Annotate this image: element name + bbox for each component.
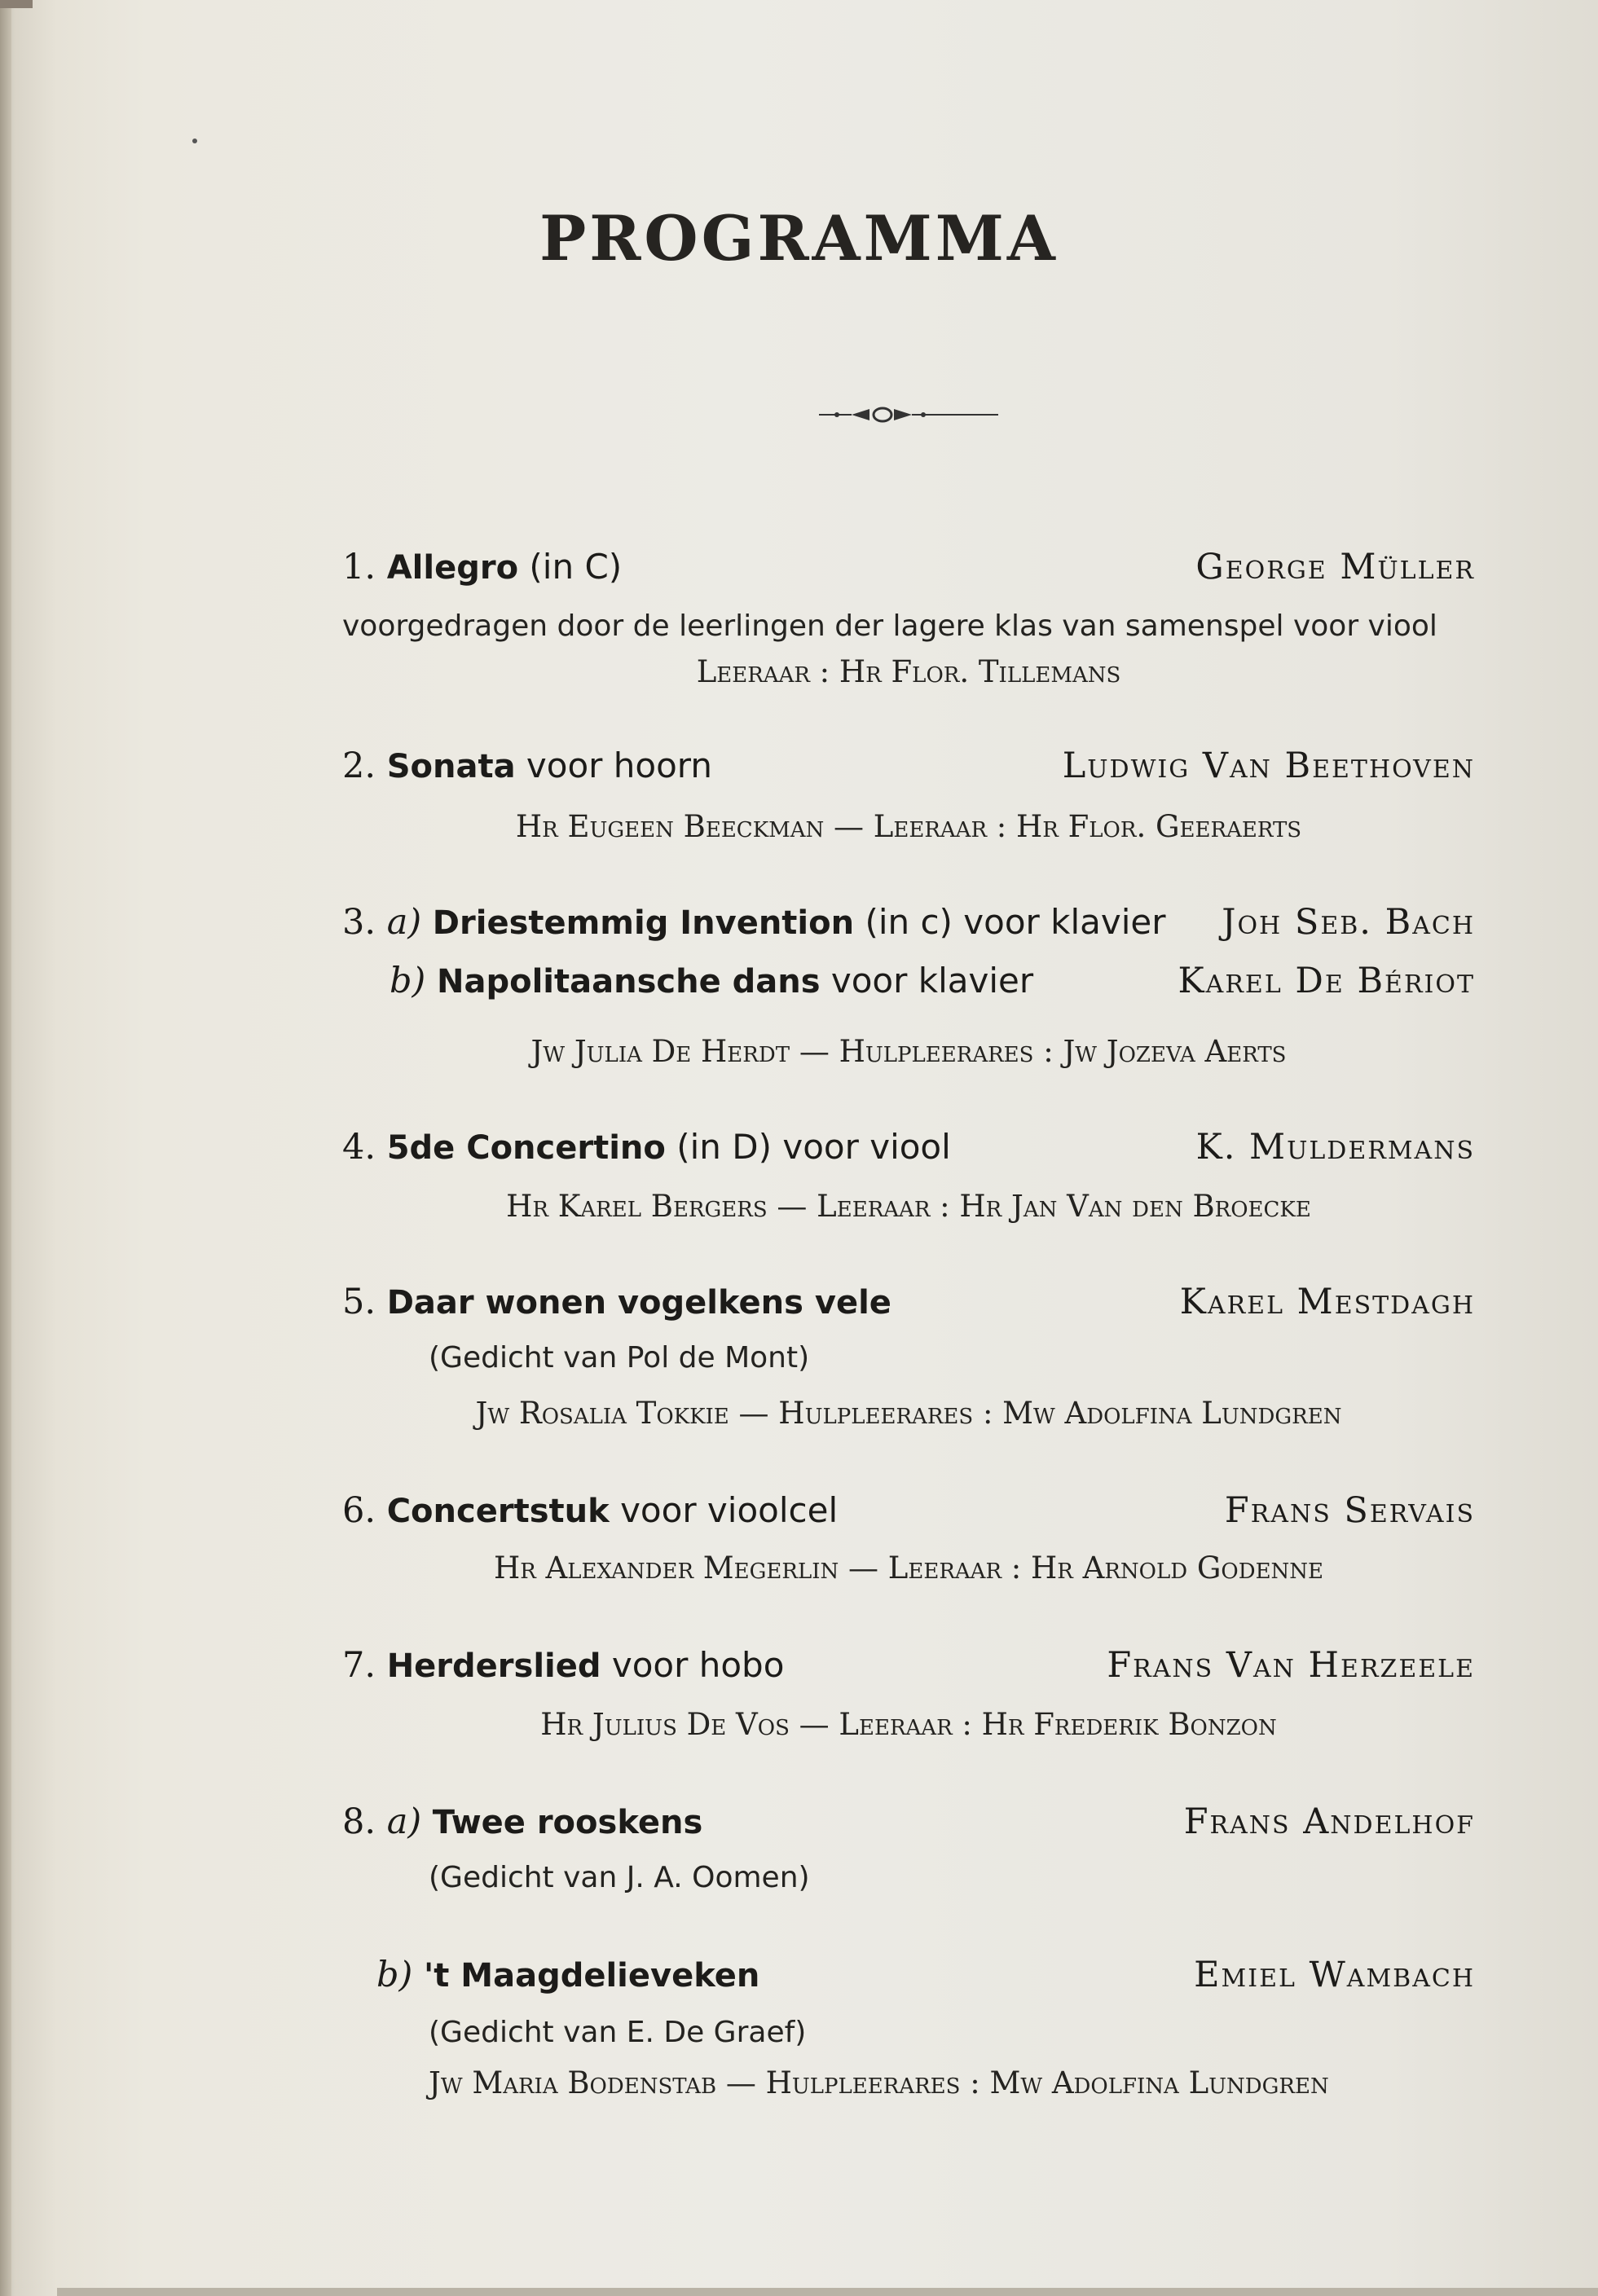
work-title: Driestemmig Invention: [432, 904, 855, 942]
item-number: 8.: [342, 1801, 376, 1842]
programme-item-8b: [376, 1955, 1475, 1995]
work-title: Concertstuk: [386, 1493, 610, 1530]
item-number: 6.: [342, 1490, 376, 1531]
item-number: 5.: [342, 1282, 376, 1322]
teacher-line: Leeraar : Hr Flor. Tillemans: [696, 654, 1121, 689]
work-details: voor hobo: [601, 1645, 785, 1685]
work-details: (in c) voor klavier: [854, 902, 1166, 942]
programme-item-2: [342, 746, 1475, 786]
page-title: PROGRAMMA: [539, 202, 1059, 275]
item-letter: b): [376, 1955, 413, 1995]
performer-line: Jw Julia De Herdt — Hulpleerares : Jw Jozeva Aerts: [530, 1034, 1287, 1069]
composer-name: George Müller: [1195, 547, 1475, 587]
composer-name: Frans Van Herzeele: [1107, 1645, 1475, 1686]
work-details: voor hoorn: [515, 746, 712, 785]
work-title: Sonata: [386, 748, 516, 785]
work-title: Herderslied: [386, 1647, 601, 1685]
work-title: Allegro: [386, 549, 519, 587]
poem-credit: (Gedicht van Pol de Mont): [429, 1341, 810, 1375]
composer-name: Frans Servais: [1224, 1490, 1475, 1531]
item-number: 3.: [342, 902, 376, 943]
programme-item-3b: [390, 961, 1475, 1001]
work-title: 5de Concertino: [386, 1129, 666, 1167]
item-number: 2.: [342, 746, 376, 786]
work-title: Twee rooskens: [432, 1804, 703, 1841]
work-details: voor vioolcel: [609, 1490, 839, 1530]
programme-item-1: [342, 548, 1475, 587]
work-title: 't Maagdelieveken: [423, 1957, 760, 1995]
poem-credit: (Gedicht van E. De Graef): [429, 2016, 807, 2049]
programme-item-5: [342, 1282, 1475, 1322]
performer-note: voorgedragen door de leerlingen der lagere klas van samenspel voor viool: [342, 609, 1437, 643]
performer-line: Jw Maria Bodenstab — Hulpleerares : Mw Adolfina Lundgren: [429, 2065, 1329, 2100]
programme-item-6: [342, 1491, 1475, 1531]
composer-name: Emiel Wambach: [1194, 1955, 1475, 1995]
composer-name: Frans Andelhof: [1183, 1801, 1475, 1842]
composer-name: Karel Mestdagh: [1179, 1282, 1475, 1322]
work-title: Napolitaansche dans: [436, 963, 821, 1001]
poem-credit: (Gedicht van J. A. Oomen): [429, 1861, 810, 1894]
composer-name: Ludwig Van Beethoven: [1062, 746, 1475, 786]
work-details: (in C): [518, 547, 623, 587]
composer-name: Joh Seb. Bach: [1222, 902, 1475, 943]
item-letter: a): [386, 1801, 422, 1842]
programme-item-8a: [342, 1802, 1475, 1842]
work-title: Daar wonen vogelkens vele: [386, 1284, 891, 1322]
item-number: 4.: [342, 1127, 376, 1168]
performer-line: Jw Rosalia Tokkie — Hulpleerares : Mw Adolfina Lundgren: [475, 1396, 1342, 1431]
work-details: (in D) voor viool: [665, 1127, 951, 1167]
item-letter: b): [390, 961, 426, 1001]
item-number: 1.: [342, 547, 376, 587]
performer-line: Hr Eugeen Beeckman — Leeraar : Hr Flor. Geeraerts: [515, 809, 1302, 844]
programme-item-3a: [342, 903, 1475, 943]
item-letter: a): [386, 902, 422, 943]
work-details: voor klavier: [820, 961, 1034, 1001]
performer-line: Hr Alexander Megerlin — Leeraar : Hr Arnold Godenne: [493, 1550, 1324, 1586]
item-number: 7.: [342, 1645, 376, 1686]
performer-line: Hr Julius De Vos — Leeraar : Hr Frederik Bonzon: [540, 1707, 1277, 1742]
composer-name: K. Muldermans: [1195, 1127, 1475, 1168]
performer-line: Hr Karel Bergers — Leeraar : Hr Jan Van den Broecke: [506, 1189, 1311, 1224]
programme-item-4: [342, 1128, 1475, 1168]
programme-item-7: [342, 1646, 1475, 1686]
composer-name: Karel De Bériot: [1178, 961, 1475, 1001]
